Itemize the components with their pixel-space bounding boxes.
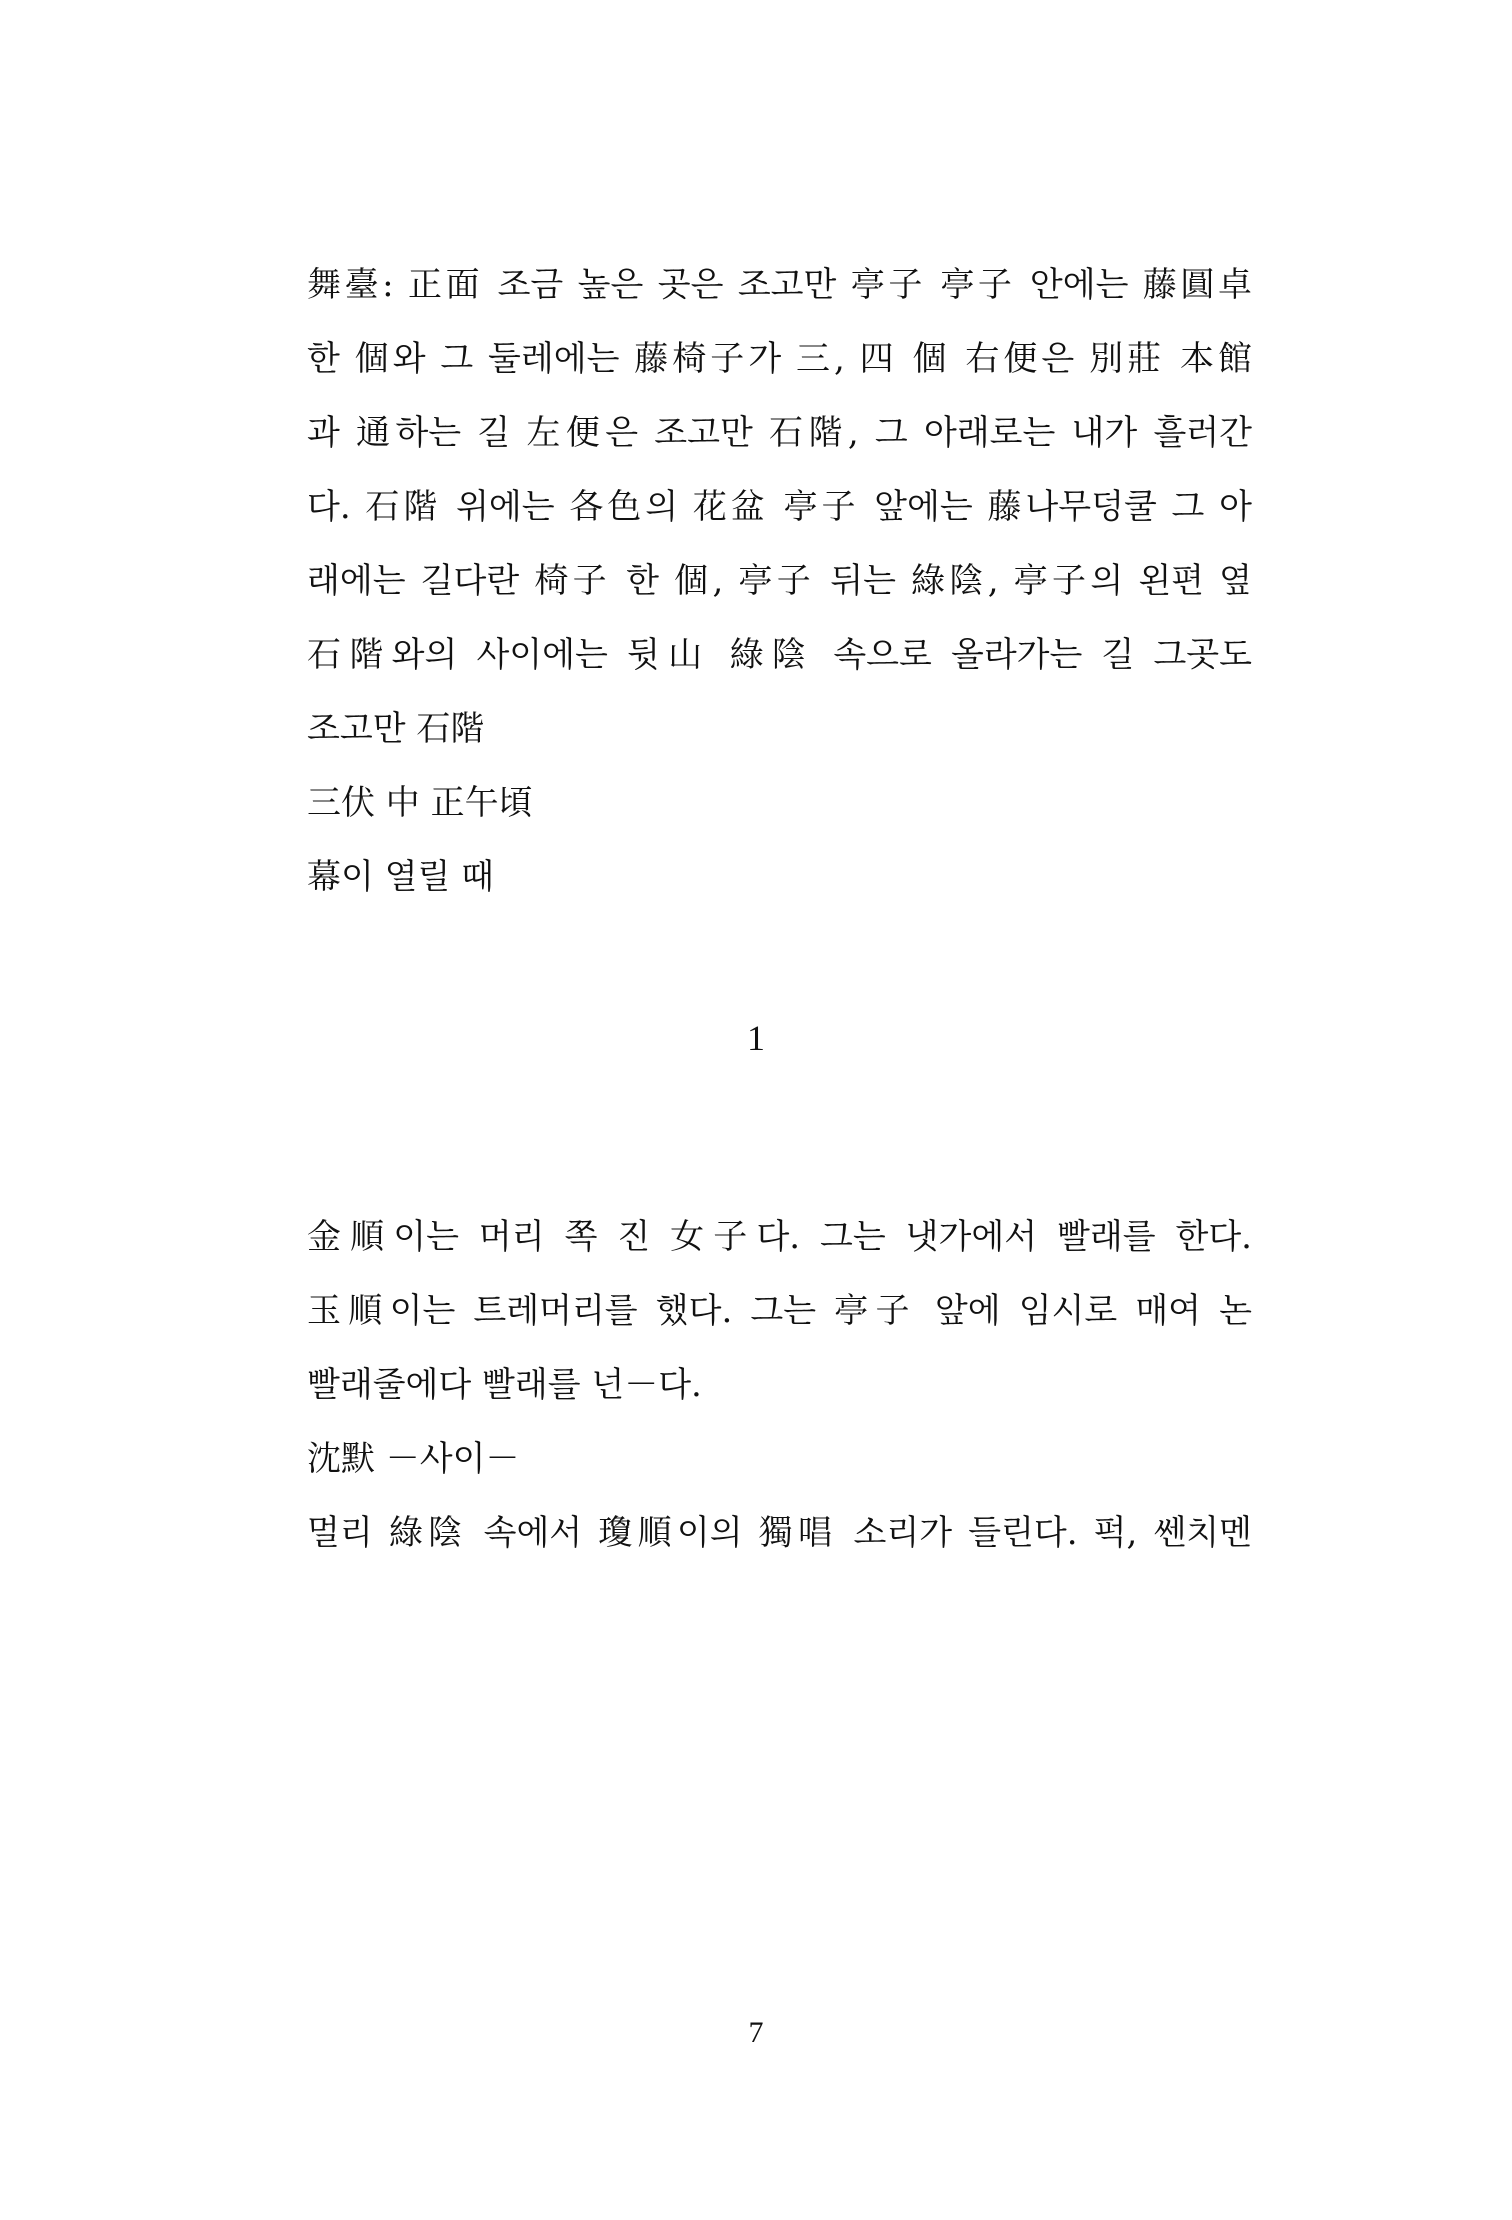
text-line: 舞臺: 正面 조금 높은 곳은 조고만 亭子 亭子 안에는 藤圓卓 <box>307 265 1252 305</box>
text-line: 과 通하는 길 左便은 조고만 石階, 그 아래로는 내가 흘러간 <box>307 413 1252 453</box>
text-line: 玉順이는 트레머리를 했다. 그는 亭子 앞에 임시로 매여 논 <box>307 1291 1252 1331</box>
text-line: 조고만 石階 <box>307 709 485 749</box>
scene-text-block <box>307 1200 1252 1570</box>
text-line: 金順이는 머리 쪽 진 女子다. 그는 냇가에서 빨래를 한다. <box>307 1217 1252 1257</box>
text-line: 빨래줄에다 빨래를 넌－다. <box>307 1365 702 1405</box>
text-line: 한 個와 그 둘레에는 藤椅子가 三, 四 個 右便은 別莊 本館 <box>307 339 1252 379</box>
text-line: 래에는 길다란 椅子 한 個, 亭子 뒤는 綠陰, 亭子의 왼편 옆 <box>307 561 1252 601</box>
page-number: 7 <box>748 2016 764 2049</box>
curtain-rise-line: 幕이 열릴 때 <box>307 857 494 897</box>
section-number: 1 <box>747 1018 765 1058</box>
pause-direction-line: 沈默 －사이－ <box>307 1439 520 1479</box>
text-line: 다. 石階 위에는 各色의 花盆 亭子 앞에는 藤나무덩쿨 그 아 <box>307 487 1252 527</box>
text-line: 멀리 綠陰 속에서 瓊順이의 獨唱 소리가 들린다. 퍽, 쎈치멘 <box>307 1513 1252 1553</box>
time-setting-line: 三伏 中 正午頃 <box>307 783 533 823</box>
stage-direction-block <box>307 248 1252 914</box>
text-line: 石階와의 사이에는 뒷山 綠陰 속으로 올라가는 길 그곳도 <box>307 635 1252 675</box>
